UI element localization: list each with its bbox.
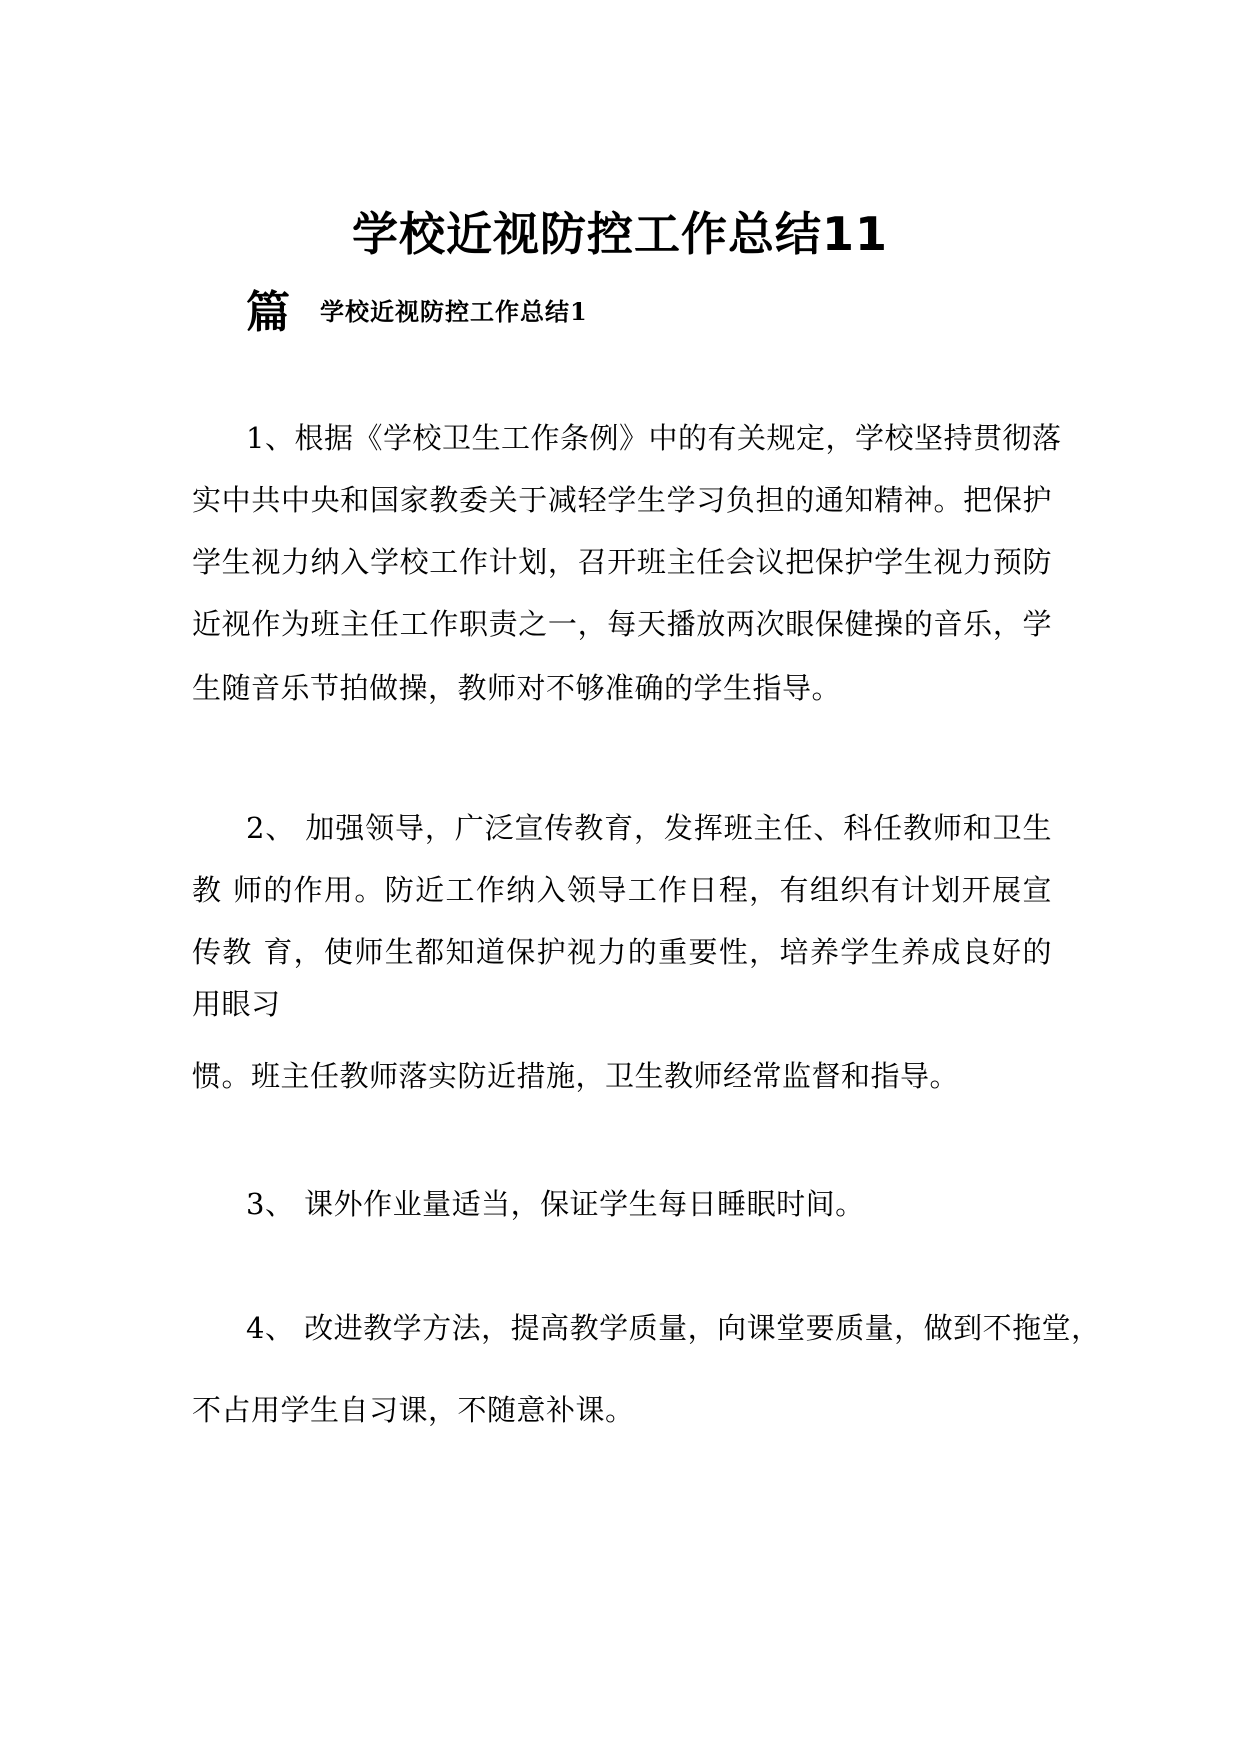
paragraph-2-line-4: 用眼习	[192, 987, 281, 1021]
paragraph-2-line-5: 惯。班主任教师落实防近措施，卫生教师经常监督和指导。	[192, 1059, 960, 1093]
paragraph-1-line-5: 生随音乐节拍做操，教师对不够准确的学生指导。	[192, 671, 842, 705]
title-continuation: 篇	[246, 287, 290, 338]
paragraph-2-line-1: 2、 加强领导，广泛宣传教育，发挥班主任、科任教师和卫生	[246, 811, 1052, 845]
paragraph-1-line-2: 实中共中央和国家教委关于减轻学生学习负担的通知精神。把保护	[192, 483, 1052, 517]
paragraph-2-line-3: 传教 育，使师生都知道保护视力的重要性，培养学生养成良好的	[192, 935, 1052, 969]
document-title: 学校近视防控工作总结11	[351, 207, 888, 261]
paragraph-3-line-1: 3、 课外作业量适当，保证学生每日睡眠时间。	[246, 1187, 865, 1221]
section-subtitle: 学校近视防控工作总结1	[320, 297, 588, 326]
paragraph-1-line-4: 近视作为班主任工作职责之一，每天播放两次眼保健操的音乐，学	[192, 607, 1052, 641]
paragraph-1-line-1: 1、根据《学校卫生工作条例》中的有关规定，学校坚持贯彻落	[246, 421, 1062, 455]
paragraph-2-line-2: 教 师的作用。防近工作纳入领导工作日程，有组织有计划开展宣	[192, 873, 1052, 907]
paragraph-1-line-3: 学生视力纳入学校工作计划，召开班主任会议把保护学生视力预防	[192, 545, 1052, 579]
paragraph-4-line-1: 4、 改进教学方法，提高教学质量，向课堂要质量，做到不拖堂，	[246, 1311, 1101, 1345]
paragraph-4-line-2: 不占用学生自习课，不随意补课。	[192, 1393, 635, 1427]
